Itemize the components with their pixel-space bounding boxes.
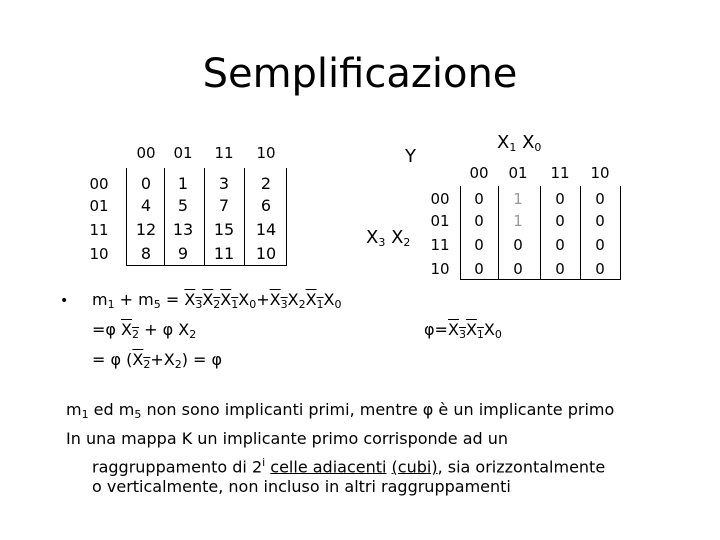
literal: $X_3$: [447, 320, 466, 341]
row-variables-label: $X_3$ $X_2$: [366, 227, 411, 249]
column-header: 11: [550, 164, 570, 182]
map-cell: 2: [260, 174, 272, 193]
equation-line-3: = φ $(X_2+X_2) = \varphi$: [92, 350, 223, 371]
definition-line-2: raggruppamento di 2$^i$ celle adiacenti (cubi), sia orizzontalmente: [92, 456, 606, 477]
literal: $X_0$: [483, 320, 502, 341]
map-cell: 0: [474, 236, 484, 254]
row-header: 11: [430, 236, 450, 254]
column-header: 01: [508, 164, 528, 182]
map-cell: 0: [595, 260, 605, 278]
map-cell: 15: [213, 220, 235, 239]
map-cell: 0: [555, 260, 565, 278]
map-cell: 8: [140, 244, 152, 263]
equation-line-1: $m_1 + m_5 = X_3X_2X_1X_0+X_3X_2X_1X_0$: [92, 290, 342, 311]
column-header: 11: [214, 144, 234, 162]
map-cell: 0: [474, 190, 484, 208]
map-cell: 9: [177, 244, 189, 263]
page-title: Semplificazione: [202, 51, 518, 97]
grid-line: [244, 168, 245, 266]
phi-expression: $\varphi=X_3X_1X_0$: [424, 320, 502, 341]
equation-line-2: =φ $X_2 + \varphi$ $X_2$: [92, 320, 197, 341]
definition-line-1: In una mappa K un implicante primo corrisponde ad un: [66, 429, 509, 448]
map-cell: 0: [555, 212, 565, 230]
prime-implicant-note: $m_1$ ed $m_5$ non sono implicanti primi, mentre φ è un implicante primo: [66, 400, 615, 421]
literal: $X_2$: [287, 290, 306, 311]
map-cell: 6: [260, 196, 272, 215]
map-cell: 0: [595, 212, 605, 230]
grid-line: [540, 186, 541, 280]
row-header: 01: [89, 197, 109, 215]
literal: $X_1$: [305, 290, 324, 311]
map-cell: 0: [555, 236, 565, 254]
highlighted-cell: 1: [513, 212, 523, 230]
grid-line: [498, 186, 499, 280]
map-cell: 13: [172, 220, 194, 239]
grid-line: [164, 168, 165, 266]
literal: $X_0$: [323, 290, 342, 311]
literal: $X_0$: [238, 290, 257, 311]
definition-line-3: o verticalmente, non incluso in altri raggruppamenti: [92, 477, 511, 496]
literal: $X_2$: [202, 290, 221, 311]
grid-line: [580, 186, 581, 280]
row-header: 11: [89, 221, 109, 239]
highlighted-cell: 1: [513, 190, 523, 208]
map-cell: 14: [255, 220, 277, 239]
column-header: 00: [136, 144, 156, 162]
grid-line: [460, 279, 620, 280]
literal: $X_3$: [269, 290, 288, 311]
map-cell: 0: [595, 236, 605, 254]
literal: $X_1$: [465, 320, 484, 341]
map-cell: 0: [555, 190, 565, 208]
column-variables-label: $X_1$ $X_0$: [497, 132, 542, 154]
literal: $X_3$: [184, 290, 203, 311]
map-cell: 3: [218, 174, 230, 193]
row-header: 00: [89, 175, 109, 193]
grid-line: [620, 186, 621, 280]
output-label: Y: [405, 146, 416, 167]
map-cell: 1: [177, 174, 189, 193]
literal: $X_1$: [220, 290, 239, 311]
map-cell: 0: [513, 260, 523, 278]
grid-line: [460, 186, 461, 280]
column-header: 00: [469, 164, 489, 182]
row-header: 01: [430, 212, 450, 230]
map-cell: 0: [474, 260, 484, 278]
grid-line: [126, 168, 127, 266]
row-header: 10: [89, 245, 109, 263]
map-cell: 0: [595, 190, 605, 208]
map-cell: 7: [218, 196, 230, 215]
column-header: 10: [256, 144, 276, 162]
column-header: 10: [590, 164, 610, 182]
map-cell: 12: [135, 220, 157, 239]
map-cell: 0: [140, 174, 152, 193]
map-cell: 5: [177, 196, 189, 215]
map-cell: 4: [140, 196, 152, 215]
grid-line: [286, 168, 287, 266]
map-cell: 11: [213, 244, 235, 263]
column-header: 01: [173, 144, 193, 162]
map-cell: 10: [255, 244, 277, 263]
row-header: 00: [430, 190, 450, 208]
row-header: 10: [430, 260, 450, 278]
grid-line: [126, 265, 286, 266]
bullet-glyph: •: [60, 293, 69, 309]
map-cell: 0: [513, 236, 523, 254]
grid-line: [204, 168, 205, 266]
map-cell: 0: [474, 212, 484, 230]
